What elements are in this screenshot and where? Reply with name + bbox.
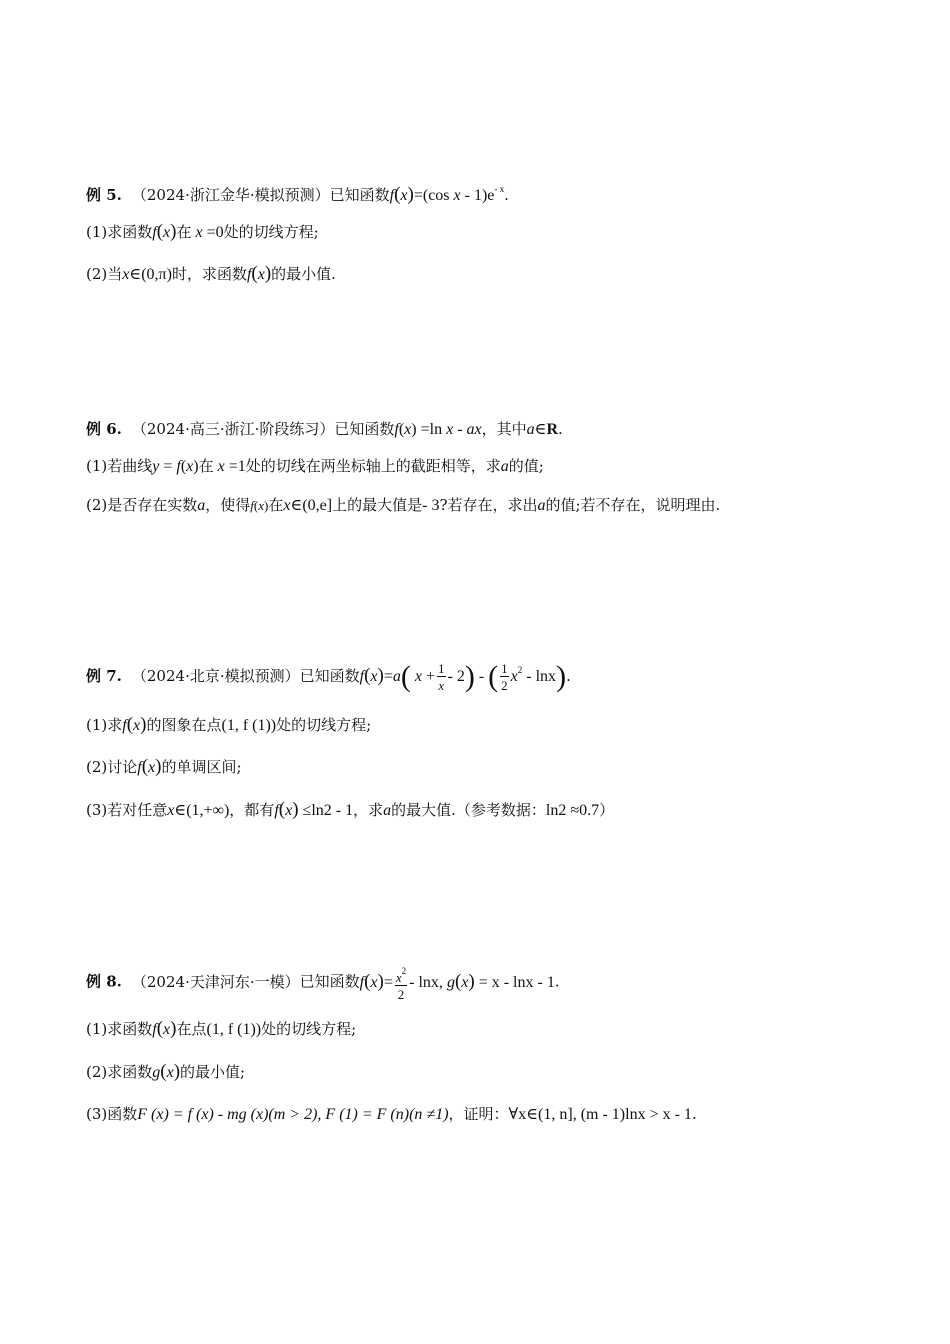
stem-text: 已知函数 [334, 420, 395, 438]
example-8-part-3: (3)函数F (x) = f (x) - mg (x)(m > 2), F (1) = F (n)(n ≠1)，证明：∀x∈(1, n], (m - 1)lnx > x - 1. [86, 1105, 697, 1123]
source-tag: （2024·北京·模拟预测） [131, 667, 300, 685]
period: . [504, 186, 509, 204]
example-7-part-1: (1)求f(x)的图象在点(1, f (1))处的切线方程; [86, 714, 372, 735]
example-7-header: 例 7. （2024·北京·模拟预测）已知函数f(x)=a( x + $\frac{1}{x}$ - 2) - ( $\frac{1}{2}$ $x^2 - \ln x$). [86, 660, 571, 694]
example-6-part-1: (1)若曲线y = f(x)在 x =1处的切线在两坐标轴上的截距相等，求a的值; [86, 457, 544, 475]
function-definition: f(x) =ln x - ax [394, 421, 482, 438]
function-definition: f(x)=a( x + $\frac{1}{x}$ - 2) - ( $\frac{1}{2}$ $x^2 - \ln x$) [359, 660, 567, 694]
example-7-part-2: (2)讨论f(x)的单调区间; [86, 756, 242, 777]
source-tag: （2024·浙江金华·模拟预测） [131, 186, 330, 204]
example-label: 例 5. [86, 186, 122, 204]
example-5-part-1: (1)求函数f(x)在 x =0处的切线方程; [86, 221, 319, 242]
stem-text: 已知函数 [329, 186, 390, 204]
example-label: 例 7. [86, 667, 122, 685]
function-definition: f(x)= $\frac{x^2}{2}$ - lnx, g(x) = x - lnx - 1 [359, 966, 555, 1002]
example-7-part-3: (3)若对任意x∈(1,+∞)，都有f(x) ≤ln2 - 1，求a的最大值.（参考数据：ln2 ≈0.7） [86, 799, 615, 820]
example-5-header [86, 178, 509, 207]
example-5-part-2: (2)当x∈(0,π)时，求函数f(x)的最小值. [86, 263, 336, 284]
stem-text: 已知函数 [299, 972, 360, 991]
function-definition: f(x)=(cos x - $1)e^{- x}$ [389, 184, 505, 205]
stem-text: 已知函数 [299, 667, 360, 685]
example-8-part-1: (1)求函数f(x)在点(1, f (1))处的切线方程; [86, 1018, 357, 1039]
example-label: 例 8. [86, 972, 122, 991]
source-tag: （2024·高三·浙江·阶段练习） [131, 420, 335, 438]
example-label: 例 6. [86, 420, 122, 438]
example-6-header: 例 6. （2024·高三·浙江·阶段练习）已知函数f(x) =ln x - ax，其中a∈R. [86, 420, 563, 438]
source-tag: （2024·天津河东·一模） [131, 972, 300, 991]
example-8-part-2: (2)求函数g(x)的最小值; [86, 1061, 246, 1082]
example-6-part-2: (2)是否存在实数a，使得f(x)在x∈(0,e]上的最大值是- 3?若存在，求出a的值;若不存在，说明理由. [86, 496, 721, 514]
example-8-header: 例 8. （2024·天津河东·一模）已知函数f(x)= $\frac{x^2}{2}$ - lnx, g(x) = x - lnx - 1. [86, 966, 560, 1002]
